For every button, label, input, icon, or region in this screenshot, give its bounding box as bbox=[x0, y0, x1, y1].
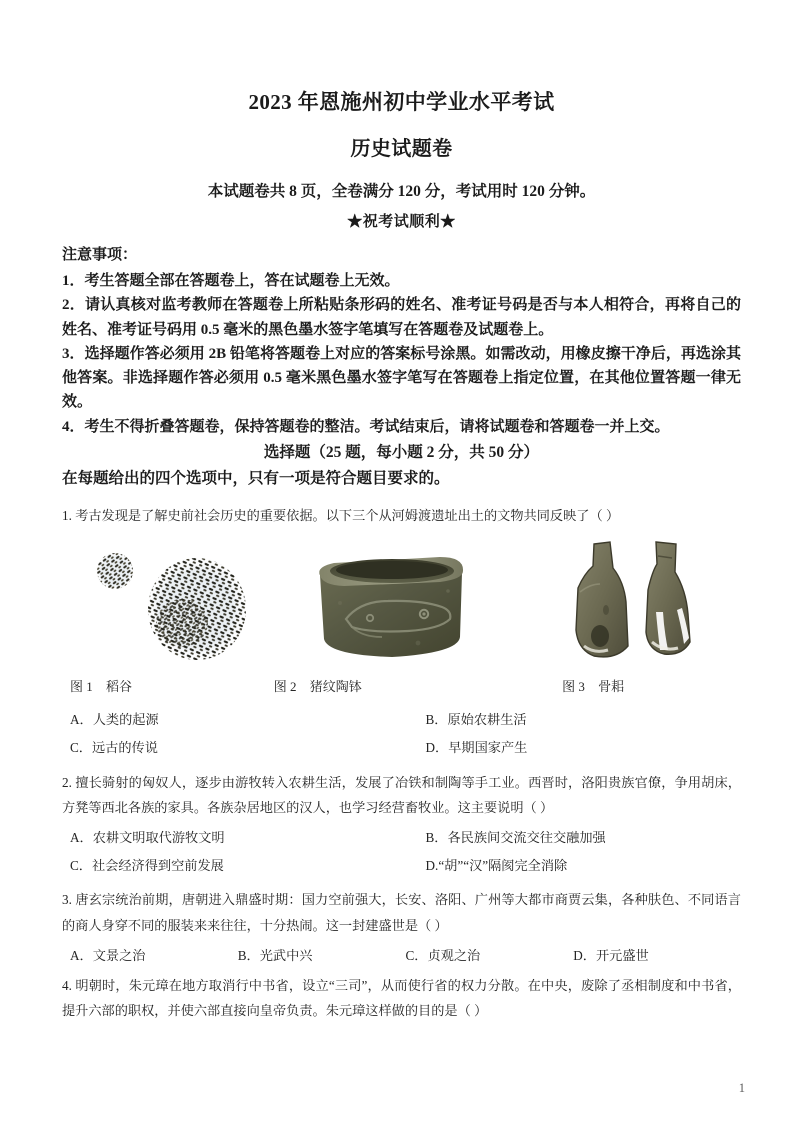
notice-heading: 注意事项： bbox=[62, 246, 138, 263]
notice-item-1: 1．考生答题全部在答题卷上，答在试题卷上无效。 bbox=[62, 272, 400, 289]
question-3-option-d[interactable]: D．开元盛世 bbox=[573, 947, 649, 963]
question-3-option-a[interactable]: A．文景之治 bbox=[70, 947, 146, 963]
question-1-options-row-2 bbox=[62, 735, 741, 760]
figure-2-caption bbox=[274, 676, 562, 695]
question-4-stem: 4. 明朝时，朱元璋在地方取消行中书省，设立“三司”，从而使行省的权力分散。在中央，废除了丞相制度和中书省，提升六部的职权，并使六部直接向皇帝负责。朱元璋这样做的目的是（ ） bbox=[62, 977, 741, 1019]
notice-item-3: 3．选择题作答必须用 2B 铅笔将答题卷上对应的答案标号涂黑。如需改动，用橡皮擦干净后，再选涂其他答案。非选择题作答必须用 0.5 毫米黑色墨水签字笔写在答题卷上指定位置，在其他位置答题一律无效。 bbox=[62, 345, 741, 411]
exam-info: 本试题卷共 8 页，全卷满分 120 分，考试用时 120 分钟。 bbox=[207, 183, 596, 201]
question-3-option-b[interactable]: B．光武中兴 bbox=[237, 947, 313, 963]
figure-3-name: 骨耜 bbox=[598, 679, 625, 695]
figure-images-row bbox=[62, 538, 741, 670]
figure-3-label: 图 3 bbox=[562, 679, 585, 695]
figure-2-pottery-bowl-image bbox=[300, 545, 500, 670]
section-instruction: 在每题给出的四个选项中，只有一项是符合题目要求的。 bbox=[62, 469, 450, 487]
figure-1-label: 图 1 bbox=[70, 679, 93, 695]
question-2-stem: 2. 擅长骑射的匈奴人，逐步由游牧转入农耕生活，发展了冶铁和制陶等手工业。西晋时，洛阳贵族官僚，争用胡床，方凳等西北各族的家具。各族杂居地区的汉人，也学习经营畜牧业。这主要说明（ ） bbox=[62, 774, 741, 816]
question-1-option-b[interactable]: B．原始农耕生活 bbox=[425, 712, 527, 728]
subject-title: 历史试题卷 bbox=[350, 138, 453, 161]
question-1-option-d[interactable]: D．早期国家产生 bbox=[425, 740, 528, 756]
figure-2-label: 图 2 bbox=[273, 679, 297, 695]
question-2-option-a[interactable]: A．农耕文明取代游牧文明 bbox=[70, 830, 225, 846]
figure-captions-row bbox=[62, 676, 741, 695]
good-luck-text: ★祝考试顺利★ bbox=[347, 214, 456, 231]
notice-item-4: 4．考生不得折叠答题卷，保持答题卷的整洁。考试结束后，请将试题卷和答题卷一并上交。 bbox=[62, 418, 670, 435]
question-2-option-d[interactable]: D.“胡”“汉”隔阂完全消除 bbox=[425, 858, 568, 874]
figure-3-bone-plow-image bbox=[560, 538, 710, 670]
question-1-options-row-1 bbox=[62, 707, 741, 732]
question-1-option-c[interactable]: C．远古的传说 bbox=[70, 740, 158, 756]
question-1-option-a[interactable]: A．人类的起源 bbox=[70, 712, 159, 728]
figure-2-name: 猪纹陶钵 bbox=[309, 679, 362, 695]
question-1-figure-group bbox=[62, 538, 741, 695]
page-title: 2023 年恩施州初中学业水平考试 bbox=[248, 90, 555, 114]
page-number: 1 bbox=[738, 1081, 745, 1095]
question-3-stem: 3. 唐玄宗统治前期，唐朝进入鼎盛时期：国力空前强大，长安、洛阳、广州等大都市商贾云集，各种肤色、不同语言的商人身穿不同的服装来来往往，十分热闹。这一封建盛世是（ ） bbox=[62, 892, 741, 933]
figure-1-caption bbox=[70, 676, 274, 695]
figure-3-caption bbox=[562, 676, 741, 695]
question-2-option-b[interactable]: B．各民族间交流交往交融加强 bbox=[425, 830, 606, 846]
question-3-options-row bbox=[62, 943, 741, 968]
question-2-options-row-2 bbox=[62, 853, 741, 878]
question-2-option-c[interactable]: C．社会经济得到空前发展 bbox=[70, 858, 224, 874]
question-1-stem: 1. 考古发现是了解史前社会历史的重要依据。以下三个从河姆渡遗址出土的文物共同反映了（ ） bbox=[62, 507, 620, 523]
figure-1-rice-image bbox=[82, 545, 282, 670]
notice-item-2: 2．请认真核对监考教师在答题卷上所粘贴条形码的姓名、准考证号码是否与本人相符合，再将自己的姓名、准考证号码用 0.5 毫米的黑色墨水签字笔填写在答题卷及试题卷上。 bbox=[62, 297, 741, 338]
figure-1-name: 稻谷 bbox=[106, 679, 133, 695]
question-3-option-c[interactable]: C．贞观之治 bbox=[405, 947, 481, 963]
section-header-choice: 选择题（25 题，每小题 2 分，共 50 分） bbox=[263, 444, 540, 462]
question-2-options-row-1 bbox=[62, 825, 741, 850]
